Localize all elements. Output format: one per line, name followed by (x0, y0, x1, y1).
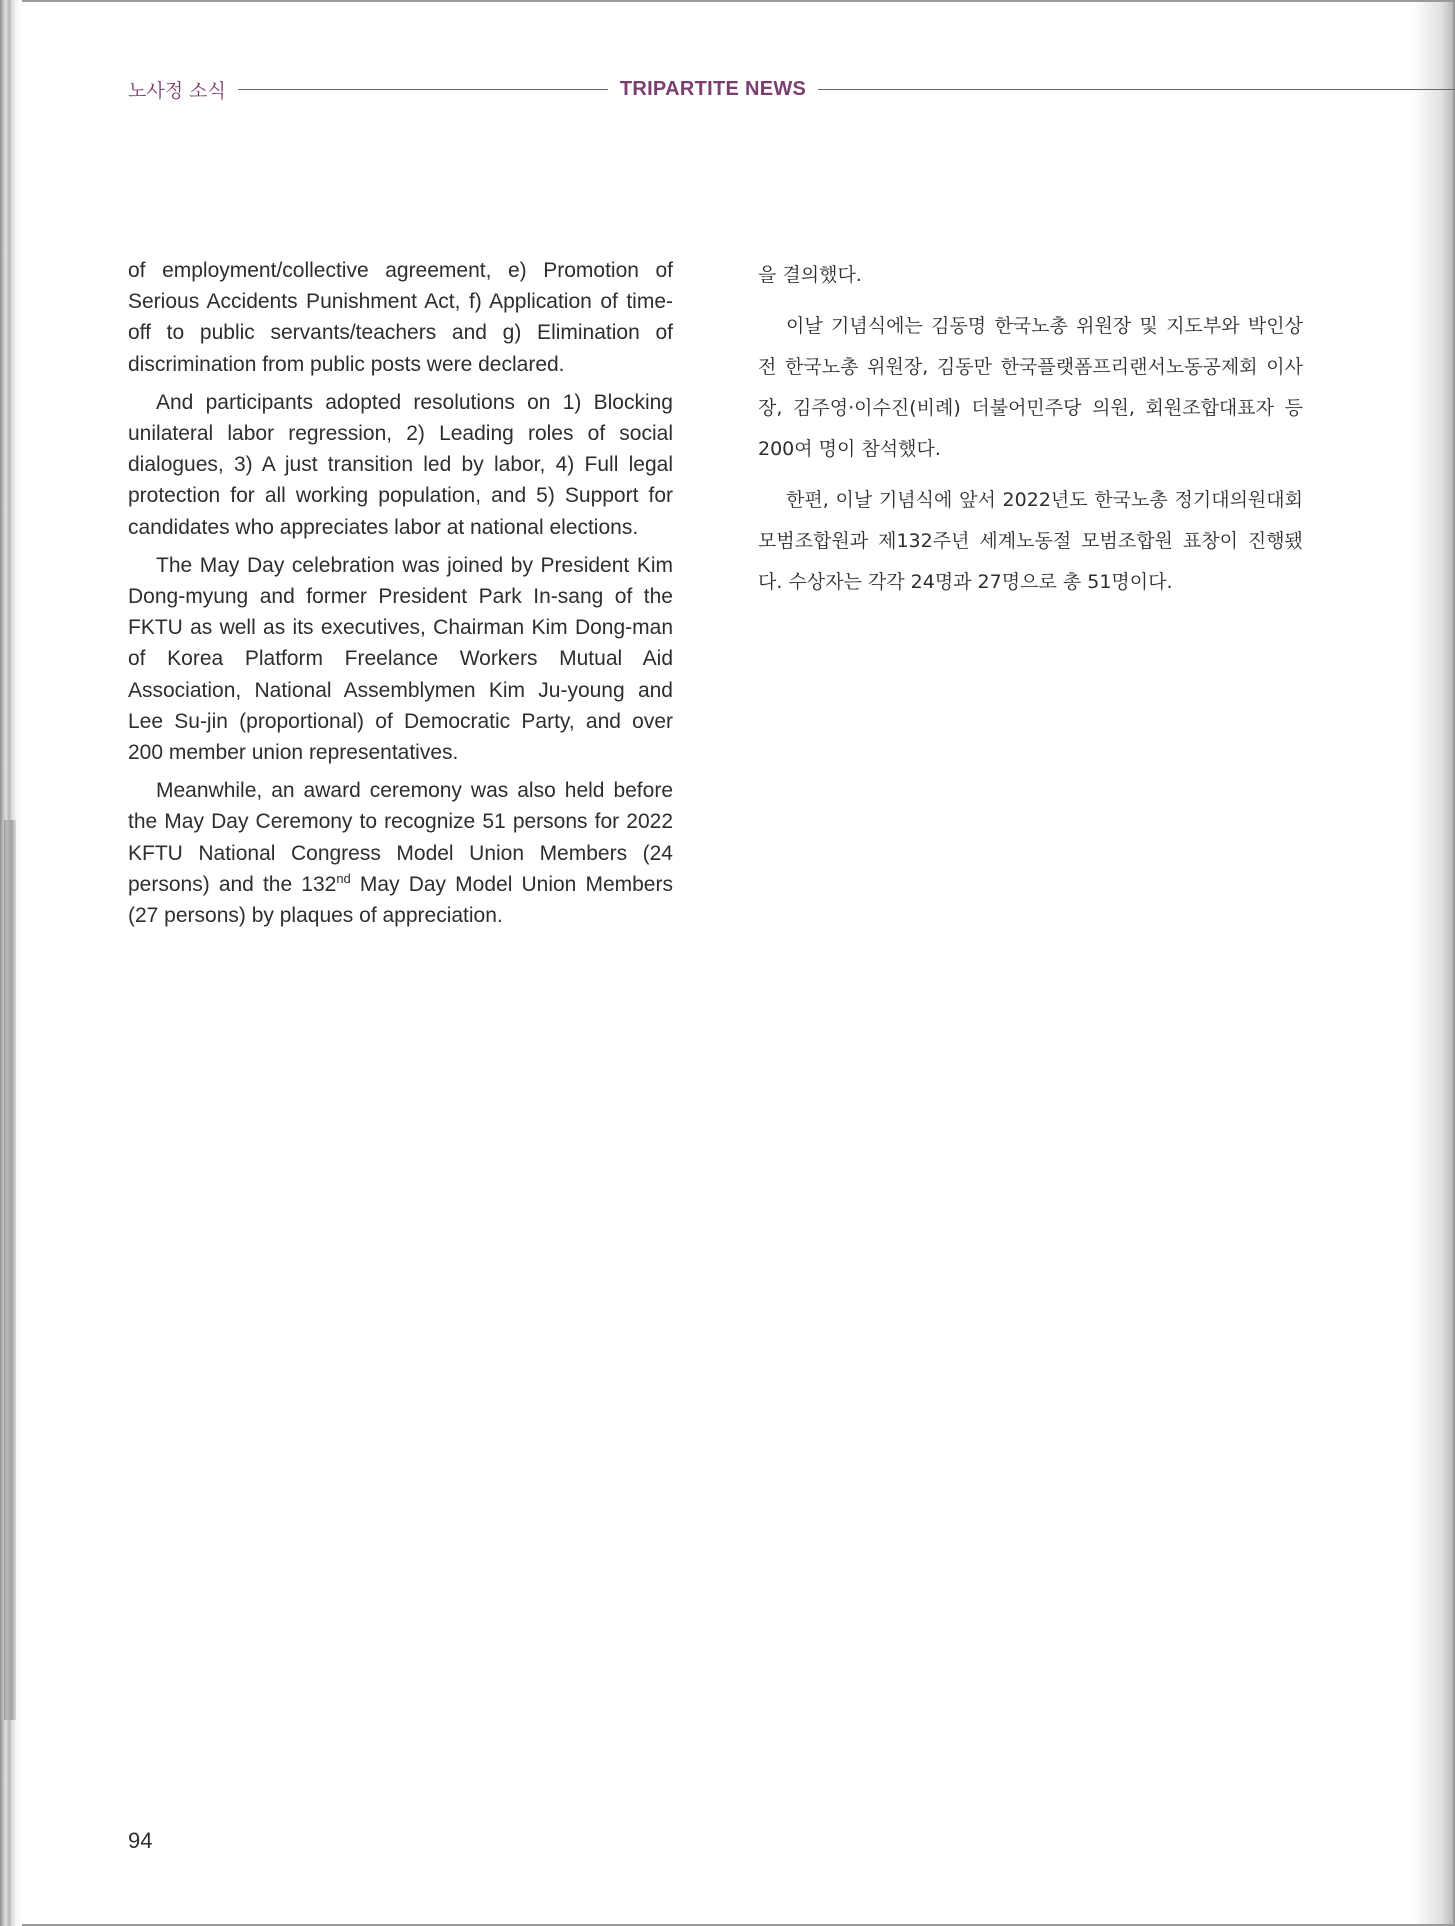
paragraph-award-ceremony (128, 775, 673, 931)
paragraph-kr-attendees: 이날 기념식에는 김동명 한국노총 위원장 및 지도부와 박인상 전 한국노총 위원장, 김동만 한국플랫폼프리랜서노동공제회 이사장, 김주영·이수진(비례) 더불어민주당 의원, 회원조합대표자 등 200여 명이 참석했다. (758, 315, 1303, 460)
page-number: 94 (128, 1828, 153, 1853)
running-header (128, 76, 1455, 102)
right-column-korean (758, 255, 1303, 613)
header-rule-right (818, 89, 1455, 90)
book-spine-shadow (4, 820, 16, 1720)
header-section-korean: 노사정 소식 (128, 79, 226, 102)
header-rule-left (238, 89, 608, 90)
paragraph-attendees: The May Day celebration was joined by President Kim Dong-myung and former President Park In-sang of the FKTU as well as its executives, Chairman Kim Dong-man of Korea Platform Freelance Workers Mutual Aid Association, National Assemblymen Kim Ju-young and Lee Su-jin (proportional) of Democratic Party, and over 200 member union representatives. (128, 553, 673, 765)
left-column-english (128, 255, 673, 938)
award-text-before-sup: Meanwhile, an award ceremony was also held before the May Day Ceremony to recognize 51 persons for 2022 KFTU National Congress Model Union Members (24 persons) and the 132 (128, 779, 673, 896)
paragraph-kr-award: 한편, 이날 기념식에 앞서 2022년도 한국노총 정기대의원대회 모범조합원과 제132주년 세계노동절 모범조합원 표창이 진행됐다. 수상자는 각각 24명과 27명으로 총 51명이다. (758, 489, 1303, 593)
award-text-after-sup: May Day Model Union Members (27 persons) by plaques of appreciation. (128, 872, 673, 928)
paragraph-kr-resolution-end: 을 결의했다. (758, 264, 862, 286)
header-section-english: TRIPARTITE NEWS (619, 77, 807, 100)
paragraph-resolutions: And participants adopted resolutions on 1) Blocking unilateral labor regression, 2) Leading roles of social dialogues, 3) A just transition led by labor, 4) Full legal protection for all working population, and 5) Support for candidates who appreciates labor at national elections. (128, 390, 673, 539)
ordinal-superscript: nd (336, 870, 351, 886)
paragraph-declarations: of employment/collective agreement, e) Promotion of Serious Accidents Punishment Act, f) Application of time-off to public servants/teachers and g) Elimination of discrimination from public posts were declared. (128, 259, 673, 376)
